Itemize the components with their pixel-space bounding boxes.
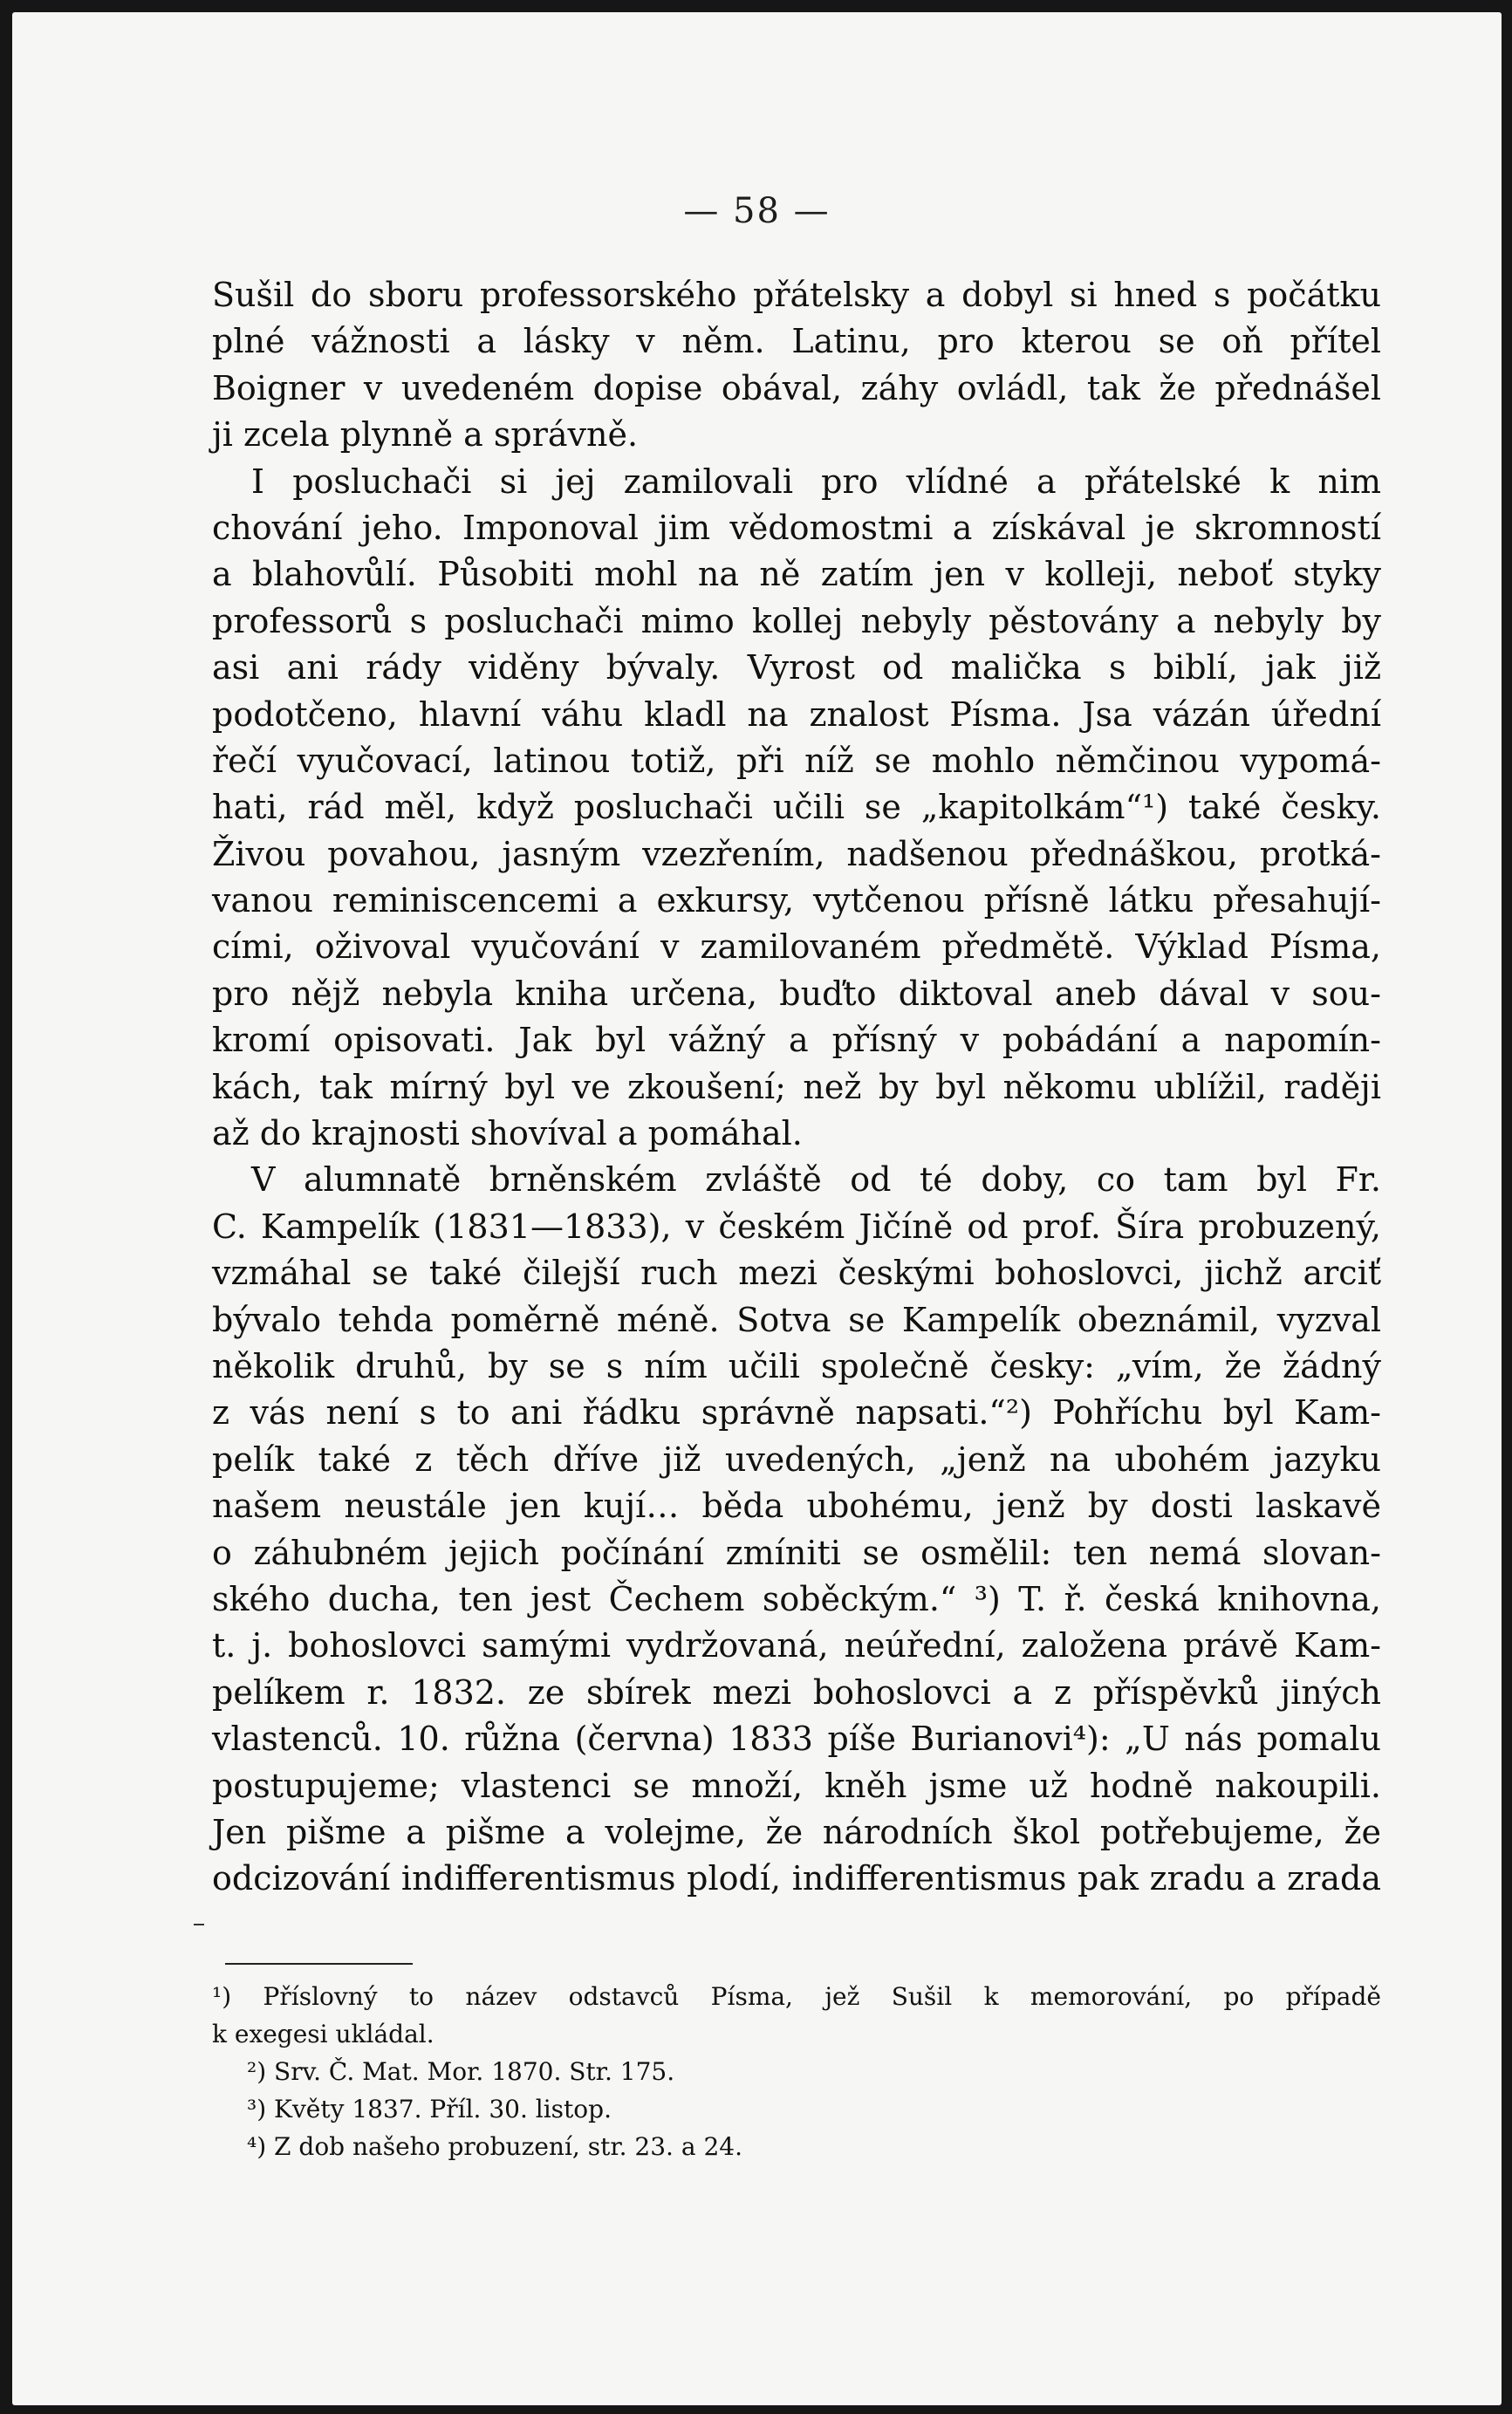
text-line: plné vážnosti a lásky v něm. Latinu, pro kterou se oň přítel [212, 322, 1381, 361]
footnote-1-line-1: ¹) Příslovný to název odstavců Písma, jež Sušil k memorování, po případě [212, 1982, 1381, 2011]
footnotes [212, 1978, 1381, 2165]
text-line: o záhubném jejich počínání zmíniti se osmělil: ten nemá slovan- [212, 1533, 1381, 1572]
text-line: až do krajnosti shovíval a pomáhal. [212, 1114, 803, 1153]
footnote-2: ²) Srv. Č. Mat. Mor. 1870. Str. 175. [247, 2057, 675, 2086]
footnote-1-line-2: k exegesi ukládal. [212, 2020, 434, 2048]
text-line: podotčeno, hlavní váhu kladl na znalost Písma. Jsa vázán úřední [212, 694, 1381, 734]
text-line: vzmáhal se také čilejší ruch mezi českými bohoslovci, jichž arciť [212, 1254, 1381, 1293]
footnote-separator [225, 1963, 413, 1965]
footnote-4: ⁴) Z dob našeho probuzení, str. 23. a 24. [247, 2132, 742, 2161]
text-line: odcizování indifferentismus plodí, indifferentismus pak zradu a zrada [212, 1859, 1381, 1898]
text-line: ji zcela plynně a správně. [212, 415, 639, 455]
text-line: a blahovůlí. Působiti mohl na ně zatím jen v kolleji, neboť styky [212, 555, 1381, 594]
text-line: několik druhů, by se s ním učili společně česky: „vím, že žádný [212, 1346, 1381, 1385]
text-line: postupujeme; vlastenci se množí, kněh jsme už hodně nakoupili. [212, 1766, 1381, 1805]
text-line: t. j. bohoslovci samými vydržovaná, neúřední, založena právě Kam- [212, 1626, 1381, 1665]
text-line: C. Kampelík (1831—1833), v českém Jičíně od prof. Šíra probuzený, [212, 1207, 1381, 1246]
text-line: řečí vyučovací, latinou totiž, při níž se mohlo němčinou vypomá- [212, 741, 1381, 780]
text-line: kromí opisovati. Jak byl vážný a přísný v pobádání a napomín- [212, 1021, 1381, 1060]
text-line: bývalo tehda poměrně méně. Sotva se Kampelík obeznámil, vyzval [212, 1300, 1381, 1339]
text-line: professorů s posluchači mimo kollej nebyly pěstovány a nebyly by [212, 601, 1381, 640]
text-line: Jen pišme a pišme a volejme, že národních škol potřebujeme, že [212, 1812, 1381, 1851]
text-line: chování jeho. Imponoval jim vědomostmi a získával je skromností [212, 508, 1381, 547]
text-line: vanou reminiscencemi a exkursy, vytčenou přísně látku přesahují- [212, 881, 1381, 920]
text-line: kách, tak mírný byl ve zkoušení; než by byl někomu ublížil, raději [212, 1067, 1381, 1106]
footnote-3: ³) Květy 1837. Příl. 30. listop. [247, 2095, 612, 2123]
text-line: ského ducha, ten jest Čechem soběckým.“ ³) T. ř. česká knihovna, [212, 1579, 1381, 1618]
text-line: Boigner v uvedeném dopise obával, záhy ovládl, tak že přednášel [212, 368, 1381, 407]
text-line: cími, oživoval vyučování v zamilovaném předmětě. Výklad Písma, [212, 927, 1381, 967]
page-number: — 58 — [683, 191, 831, 231]
text-line: pelíkem r. 1832. ze sbírek mezi bohoslovci a z příspěvků jiných [212, 1672, 1381, 1712]
text-line: I posluchači si jej zamilovali pro vlídné a přátelské k nim [251, 462, 1381, 501]
text-line: hati, rád měl, když posluchači učili se „kapitolkám“¹) také česky. [212, 788, 1381, 827]
text-line: asi ani rády viděny bývaly. Vyrost od malička s biblí, jak již [212, 648, 1381, 687]
text-line: V alumnatě brněnském zvláště od té doby, co tam byl Fr. [251, 1160, 1381, 1200]
text-line: z vás není s to ani řádku správně napsati.“²) Pohříchu byl Kam- [212, 1393, 1381, 1433]
text-line: Sušil do sboru professorského přátelsky a dobyl si hned s počátku [212, 276, 1381, 314]
text-line: Živou povahou, jasným vzezřením, nadšenou přednáškou, protká- [212, 834, 1381, 873]
text-line: pro nějž nebyla kniha určena, buďto diktoval aneb dával v sou- [212, 974, 1381, 1013]
margin-dash-mark [194, 1924, 204, 1925]
text-line: vlastenců. 10. růžna (června) 1833 píše Burianovi⁴): „U nás pomalu [212, 1720, 1381, 1759]
text-line: našem neustále jen kují… běda ubohému, jenž by dosti laskavě [212, 1487, 1381, 1526]
text-line: pelík také z těch dříve již uvedených, „jenž na ubohém jazyku [212, 1440, 1381, 1479]
body-text [212, 272, 1381, 1903]
scanned-page [12, 12, 1502, 2405]
